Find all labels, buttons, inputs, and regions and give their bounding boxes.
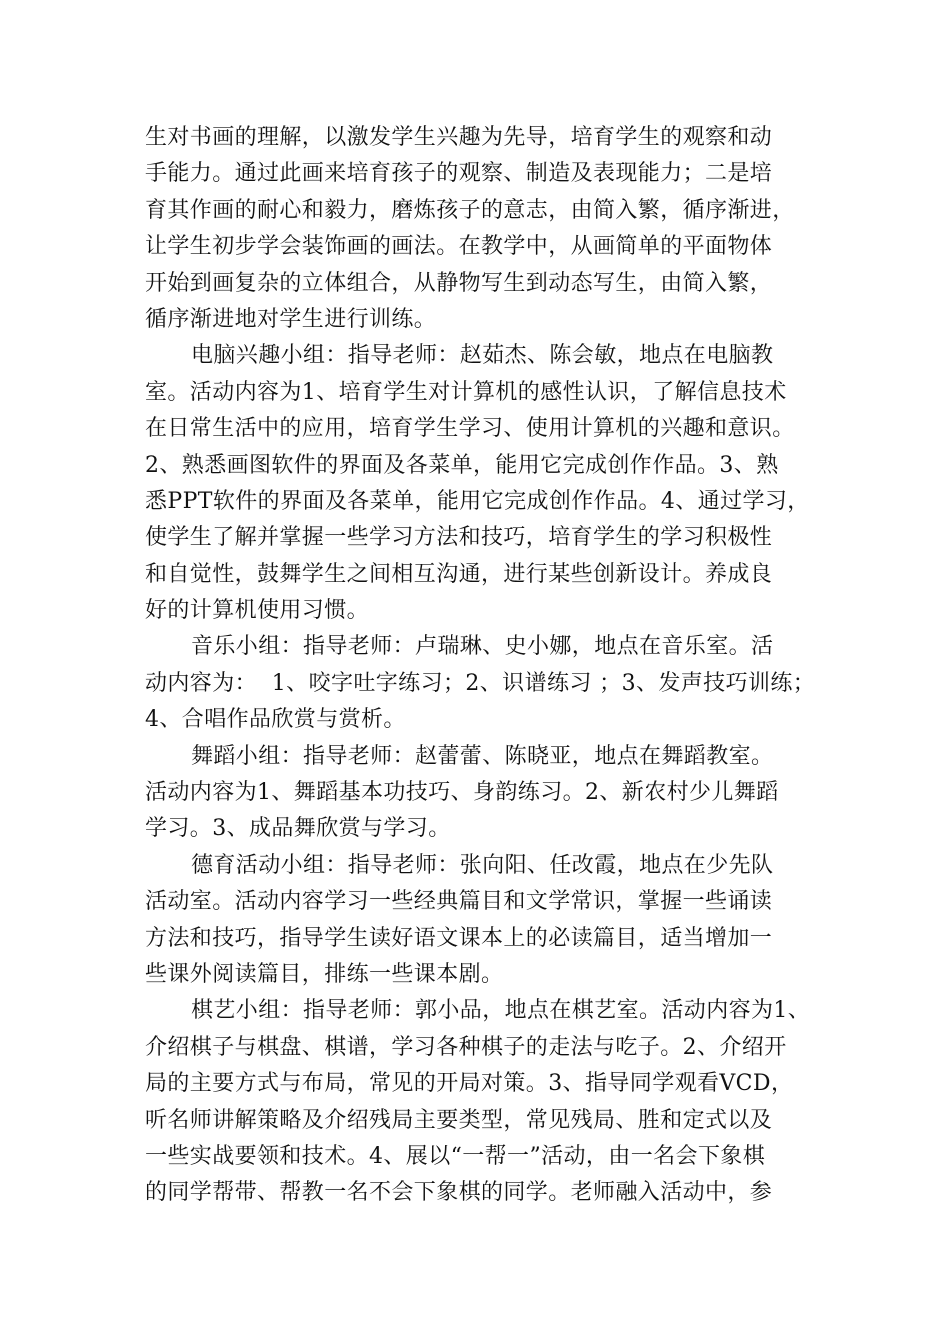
paragraph-line: 育其作画的耐心和毅力，磨炼孩子的意志，由简入繁，循序渐进， bbox=[145, 197, 795, 223]
paragraph-line: 一些实战要领和技术。4、展以“一帮一”活动，由一名会下象棋 bbox=[145, 1143, 766, 1169]
paragraph-line: 局的主要方式与布局，常见的开局对策。3、指导同学观看VCD， bbox=[145, 1071, 794, 1097]
paragraph-first-line: 电脑兴趣小组：指导老师：赵茹杰、陈会敏，地点在电脑教 bbox=[191, 343, 774, 369]
paragraph-line: 4、合唱作品欣赏与赏析。 bbox=[145, 707, 406, 733]
paragraph-line: 循序渐进地对学生进行训练。 bbox=[145, 306, 437, 332]
paragraph-line: 听名师讲解策略及介绍残局主要类型，常见残局、胜和定式以及 bbox=[145, 1107, 773, 1133]
paragraph-line: 悉PPT软件的界面及各菜单，能用它完成创作作品。4、通过学习， bbox=[145, 488, 810, 514]
paragraph-line: 好的计算机使用习惯。 bbox=[145, 598, 370, 624]
paragraph-line: 开始到画复杂的立体组合，从静物写生到动态写生，由简入繁， bbox=[145, 270, 773, 296]
paragraph-line: 方法和技巧，指导学生读好语文课本上的必读篇目，适当增加一 bbox=[145, 925, 773, 951]
paragraph-first-line: 棋艺小组：指导老师：郭小品，地点在棋艺室。活动内容为1、 bbox=[191, 998, 811, 1024]
paragraph-line: 介绍棋子与棋盘、棋谱，学习各种棋子的走法与吃子。2、介绍开 bbox=[145, 1034, 787, 1060]
body-text bbox=[145, 120, 845, 1212]
paragraph-line: 手能力。通过此画来培育孩子的观察、制造及表现能力；二是培 bbox=[145, 161, 773, 187]
paragraph-line: 2、熟悉画图软件的界面及各菜单，能用它完成创作作品。3、熟 bbox=[145, 452, 779, 478]
paragraph-line: 生对书画的理解，以激发学生兴趣为先导，培育学生的观察和动 bbox=[145, 125, 773, 150]
paragraph-line: 室。活动内容为1、培育学生对计算机的感性认识，了解信息技术 bbox=[145, 379, 787, 405]
paragraph-line: 和自觉性，鼓舞学生之间相互沟通，进行某些创新设计。养成良 bbox=[145, 561, 773, 587]
paragraph-line: 使学生了解并掌握一些学习方法和技巧，培育学生的学习积极性 bbox=[145, 525, 773, 551]
paragraph-line: 让学生初步学会装饰画的画法。在教学中，从画简单的平面物体 bbox=[145, 234, 773, 260]
paragraph-line: 活动室。活动内容学习一些经典篇目和文学常识，掌握一些诵读 bbox=[145, 889, 773, 915]
paragraph-first-line: 音乐小组：指导老师：卢瑞琳、史小娜，地点在音乐室。活 bbox=[191, 634, 774, 660]
paragraph-first-line: 德育活动小组：指导老师：张向阳、任改霞，地点在少先队 bbox=[191, 852, 774, 878]
paragraph-line: 动内容为： 1、咬字吐字练习；2、识谱练习 ；3、发声技巧训练； bbox=[145, 670, 816, 696]
paragraph-line: 在日常生活中的应用，培育学生学习、使用计算机的兴趣和意识。 bbox=[145, 416, 795, 442]
paragraph-line: 的同学帮带、帮教一名不会下象棋的同学。老师融入活动中，参 bbox=[145, 1180, 773, 1206]
paragraph-line: 活动内容为1、舞蹈基本功技巧、身韵练习。2、新农村少儿舞蹈 bbox=[145, 780, 779, 806]
paragraph-first-line: 舞蹈小组：指导老师：赵蕾蕾、陈晓亚，地点在舞蹈教室。 bbox=[191, 743, 774, 769]
paragraph-line: 些课外阅读篇目，排练一些课本剧。 bbox=[145, 961, 504, 987]
paragraph-line: 学习。3、成品舞欣赏与学习。 bbox=[145, 816, 451, 842]
